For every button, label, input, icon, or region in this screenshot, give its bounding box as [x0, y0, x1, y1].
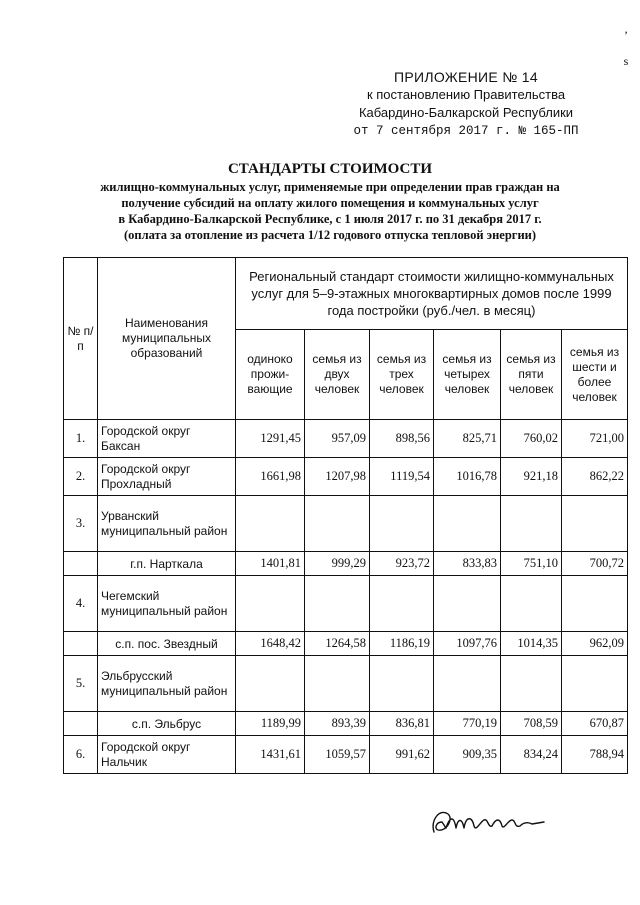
row-value: 1207,98 [305, 458, 370, 496]
row-num [64, 552, 98, 576]
row-value [305, 576, 370, 632]
row-value [305, 656, 370, 712]
subheader-3: семья из трех человек [370, 330, 434, 420]
row-value: 991,62 [370, 736, 434, 774]
row-value [236, 576, 305, 632]
row-name: г.п. Нарткала [98, 552, 236, 576]
row-value: 770,19 [434, 712, 501, 736]
row-value: 670,87 [562, 712, 628, 736]
row-num: 4. [64, 576, 98, 632]
row-value [562, 576, 628, 632]
row-value [370, 656, 434, 712]
table-row [64, 632, 628, 656]
row-name: Урванский муниципальный район [98, 496, 236, 552]
row-num [64, 712, 98, 736]
row-value: 700,72 [562, 552, 628, 576]
row-value: 760,02 [501, 420, 562, 458]
row-value [501, 656, 562, 712]
table-row [64, 458, 628, 496]
subheader-1: одиноко прожи-вающие [236, 330, 305, 420]
row-value [501, 496, 562, 552]
row-value: 721,00 [562, 420, 628, 458]
subheader-6: семья из шести и более человек [562, 330, 628, 420]
appendix-header [330, 68, 602, 140]
row-value: 1186,19 [370, 632, 434, 656]
subheader-2: семья из двух человек [305, 330, 370, 420]
row-num: 2. [64, 458, 98, 496]
row-value: 788,94 [562, 736, 628, 774]
row-value: 893,39 [305, 712, 370, 736]
row-value [305, 496, 370, 552]
row-value: 836,81 [370, 712, 434, 736]
table-row [64, 576, 628, 632]
corner-marks [619, 22, 633, 74]
row-name: Эльбрусский муниципальный район [98, 656, 236, 712]
subheader-5: семья из пяти человек [501, 330, 562, 420]
row-num: 5. [64, 656, 98, 712]
row-value: 708,59 [501, 712, 562, 736]
row-value [434, 576, 501, 632]
row-value: 1401,81 [236, 552, 305, 576]
appendix-line-1: к постановлению Правительства [366, 87, 566, 102]
row-value [370, 496, 434, 552]
row-value: 1431,61 [236, 736, 305, 774]
header-name: Наименования муниципальных образований [98, 258, 236, 420]
row-value: 957,09 [305, 420, 370, 458]
heading-line-2: получение субсидий на оплату жилого помещения и коммунальных услуг [121, 196, 539, 210]
row-value: 833,83 [434, 552, 501, 576]
row-num: 6. [64, 736, 98, 774]
row-value [236, 496, 305, 552]
row-value [501, 576, 562, 632]
standards-table [63, 257, 628, 774]
row-name: Городской округ Баксан [98, 420, 236, 458]
row-value [562, 656, 628, 712]
row-num: 1. [64, 420, 98, 458]
row-value: 862,22 [562, 458, 628, 496]
row-value: 1264,58 [305, 632, 370, 656]
row-value: 825,71 [434, 420, 501, 458]
table-row [64, 712, 628, 736]
row-value: 1059,57 [305, 736, 370, 774]
row-value: 962,09 [562, 632, 628, 656]
row-num: 3. [64, 496, 98, 552]
table-row [64, 656, 628, 712]
row-value [236, 656, 305, 712]
row-value: 1097,76 [434, 632, 501, 656]
row-value [370, 576, 434, 632]
corner-mark-bottom: s [623, 54, 629, 68]
row-value: 923,72 [370, 552, 434, 576]
row-value: 921,18 [501, 458, 562, 496]
row-value [562, 496, 628, 552]
row-name: с.п. пос. Звездный [98, 632, 236, 656]
row-value: 909,35 [434, 736, 501, 774]
table-row [64, 552, 628, 576]
table-row [64, 420, 628, 458]
document-heading [40, 160, 620, 243]
row-value: 898,56 [370, 420, 434, 458]
row-value: 1189,99 [236, 712, 305, 736]
heading-title: СТАНДАРТЫ СТОИМОСТИ [227, 161, 433, 177]
row-name: с.п. Эльбрус [98, 712, 236, 736]
row-value: 1661,98 [236, 458, 305, 496]
row-value: 1014,35 [501, 632, 562, 656]
table-row [64, 736, 628, 774]
row-value: 751,10 [501, 552, 562, 576]
appendix-line-2: Кабардино-Балкарской Республики [358, 105, 574, 120]
row-num [64, 632, 98, 656]
table-row [64, 496, 628, 552]
heading-line-4: (оплата за отопление из расчета 1/12 годового отпуска тепловой энергии) [123, 228, 537, 242]
handwritten-signature [428, 802, 548, 842]
subheader-4: семья из четырех человек [434, 330, 501, 420]
header-group: Региональный стандарт стоимости жилищно-коммунальных услуг для 5–9-этажных многоквартирных домов после 1999 года постройки (руб./чел. в месяц) [236, 258, 628, 330]
row-value: 1016,78 [434, 458, 501, 496]
row-name: Городской округ Прохладный [98, 458, 236, 496]
row-value [434, 656, 501, 712]
row-name: Городской округ Нальчик [98, 736, 236, 774]
heading-line-1: жилищно-коммунальных услуг, применяемые при определении прав граждан на [100, 180, 560, 194]
heading-line-3: в Кабардино-Балкарской Республике, с 1 июля 2017 г. по 31 декабря 2017 г. [118, 212, 542, 226]
row-value [434, 496, 501, 552]
row-name: Чегемский муниципальный район [98, 576, 236, 632]
row-value: 834,24 [501, 736, 562, 774]
header-num: № п/п [64, 258, 98, 420]
row-value: 1291,45 [236, 420, 305, 458]
row-value: 1119,54 [370, 458, 434, 496]
appendix-date: от 7 сентября 2017 г. № 165-ПП [353, 124, 579, 138]
corner-mark-top: ’ [624, 28, 628, 42]
row-value: 1648,42 [236, 632, 305, 656]
row-value: 999,29 [305, 552, 370, 576]
appendix-title: ПРИЛОЖЕНИЕ № 14 [394, 69, 538, 85]
